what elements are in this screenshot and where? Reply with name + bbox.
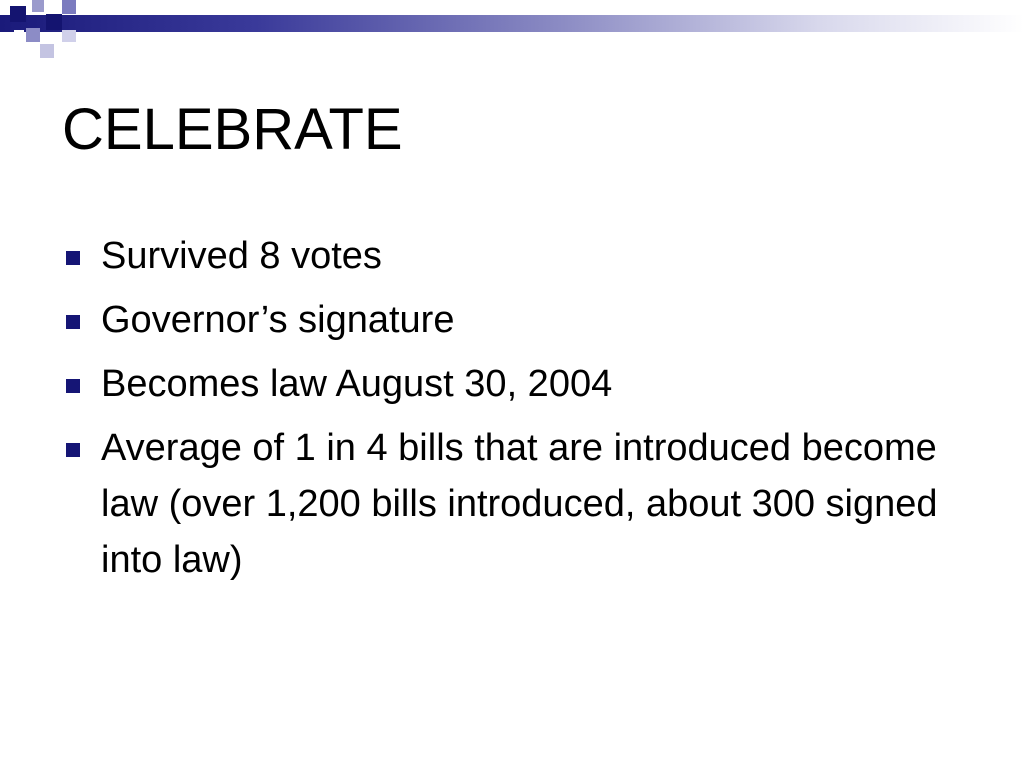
- square-bullet-icon: [66, 315, 80, 329]
- bullet-item: [62, 292, 962, 348]
- decorative-square: [62, 0, 76, 14]
- decorative-square: [10, 6, 26, 22]
- square-bullet-icon: [66, 443, 80, 457]
- bullet-text: Governor’s signature: [101, 299, 455, 341]
- decorative-square: [62, 30, 76, 42]
- bullet-text: Average of 1 in 4 bills that are introduced become law (over 1,200 bills introduced, about 300 signed into law): [101, 427, 938, 581]
- decorative-square: [26, 28, 40, 42]
- bullet-text: Survived 8 votes: [101, 235, 382, 277]
- decorative-square: [14, 30, 24, 40]
- decorative-square: [40, 44, 54, 58]
- square-bullet-icon: [66, 251, 80, 265]
- decorative-square: [46, 14, 62, 30]
- bullet-item: [62, 356, 962, 412]
- bullet-item: [62, 228, 962, 284]
- header-gradient-band: [0, 15, 1024, 32]
- decorative-square: [32, 0, 44, 12]
- bullet-item: [62, 420, 962, 588]
- slide-title: CELEBRATE: [62, 97, 403, 162]
- bullet-text: Becomes law August 30, 2004: [101, 363, 613, 405]
- square-bullet-icon: [66, 379, 80, 393]
- bullet-list: [62, 228, 962, 596]
